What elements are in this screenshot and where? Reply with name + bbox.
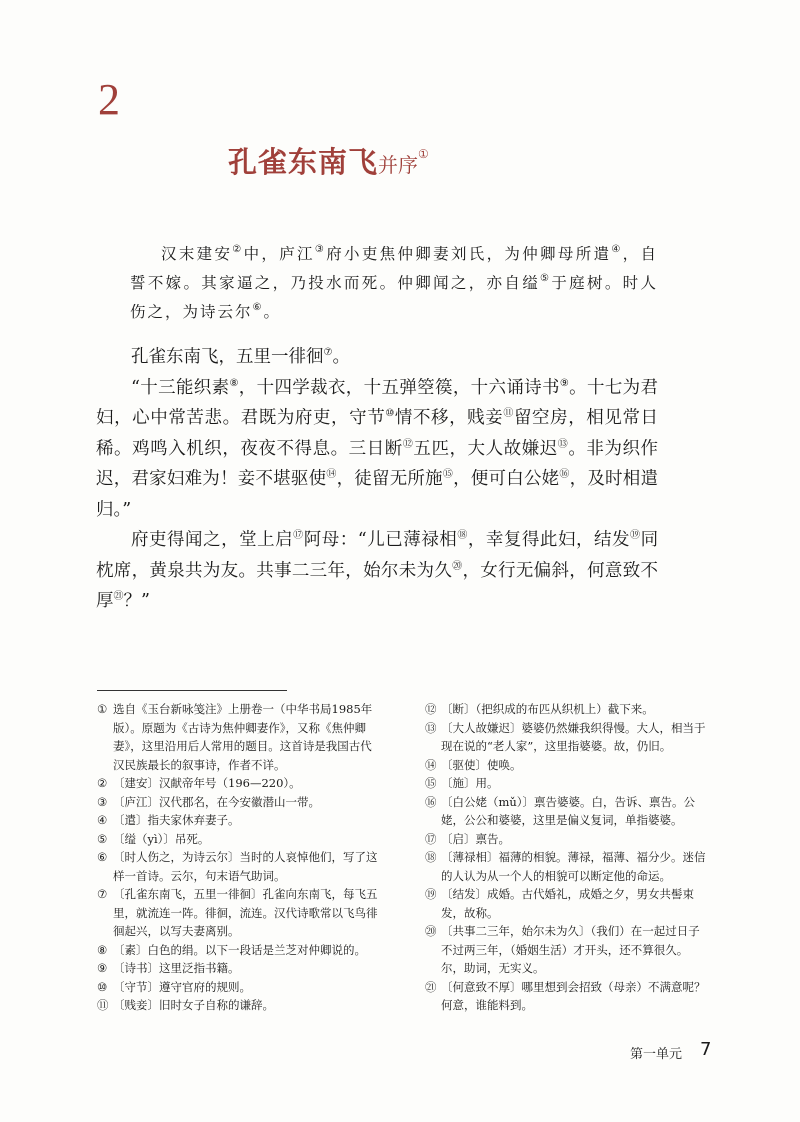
footnote-item: ⑩ 〔守节〕遵守官府的规则。 [97, 979, 251, 994]
footnote-item: ④ 〔遣〕指夫家休弃妻子。 [97, 813, 240, 827]
footnote-item: ② 〔建安〕汉献帝年号（196—220）。 [97, 776, 301, 790]
poem-line-1: 孔雀东南飞，五里一徘徊⑦。 [131, 347, 350, 367]
chapter-number: 2 [98, 75, 120, 124]
poem-paragraph-2: “十三能织素⑧，十四学裁衣，十五弹箜篌，十六诵诗书⑨。十七为君妇，心中常苦悲。君既为府吏，守节⑩情不移，贱妾⑪留空房，相见常日稀。鸡鸣入机织，夜夜不得息。三日断⑫五匹，大人故嫌迟⑬。非为织作迟，君家妇难为！妾不堪驱使⑭，徒留无所施⑮，便可白公姥⑯，及时相遣归。” [96, 377, 659, 520]
poem-paragraph-3: 府吏得闻之，堂上启⑰阿母：“儿已薄禄相⑱，幸复得此妇，结发⑲同枕席，黄泉共为友。共事二三年，始尔未为久⑳，女行无偏斜，何意致不厚$^㉑$？” [96, 530, 659, 611]
title-sub: 并序 [378, 153, 419, 177]
footnote-item: ⑭ 〔驱使〕使唤。 [425, 757, 522, 772]
footnote-item: ③ 〔庐江〕汉代郡名，在今安徽潜山一带。 [97, 794, 320, 809]
footnote-item: ⑧ 〔素〕白色的绢。以下一段话是兰芝对仲卿说的。 [97, 942, 366, 957]
footnote-item: ⑪ 〔贱妾〕旧时女子自称的谦辞。 [97, 998, 274, 1012]
footnote-item: ⑬ 〔大人故嫌迟〕婆婆仍然嫌我织得慢。大人，相当于现在说的“老人家”，这里指婆婆。故，仍旧。 [425, 720, 706, 753]
page-title [228, 140, 429, 181]
footnote-item: ⑥ 〔时人伤之，为诗云尔〕当时的人哀悼他们，写了这样一首诗。云尔，句末语气助词。 [97, 850, 378, 883]
unit-label: 第一单元 [630, 1047, 683, 1062]
title-note-ref: ① [418, 147, 429, 161]
footnotes-right [425, 700, 710, 1015]
footnotes-left [97, 700, 382, 1015]
footnote-item: ⑦ 〔孔雀东南飞，五里一徘徊〕孔雀向东南飞，每飞五里，就流连一阵。徘徊，流连。汉代诗歌常以飞鸟徘徊起兴，以写夫妻离别。 [97, 887, 378, 938]
title-main: 孔雀东南飞 [228, 145, 379, 179]
preface-paragraph: 汉末建安②中，庐江③府小吏焦仲卿妻刘氏，为仲卿母所遣④，自誓不嫁。其家逼之，乃投水而死。仲卿闻之，亦自缢⑤于庭树。时人伤之，为诗云尔⑥。 [130, 244, 658, 321]
poem-body [96, 342, 658, 617]
footnote-divider [97, 690, 287, 691]
footnote-item: ⑲ 〔结发〕成婚。古代婚礼，成婚之夕，男女共髻束发，故称。 [425, 887, 694, 920]
footnote-item: ① 选自《玉台新咏笺注》上册卷一（中华书局1985年版）。原题为《古诗为焦仲卿妻作》，又称《焦仲卿妻》，这里沿用后人常用的题目。这首诗是我国古代汉民族最长的叙事诗，作者不详。 [97, 702, 373, 772]
footnote-item: ㉑ 〔何意致不厚〕哪里想到会招致（母亲）不满意呢？何意，谁能料到。 [425, 979, 706, 1012]
footnote-item: ⑤ 〔缢（yì）〕吊死。 [97, 831, 210, 846]
footnote-item: ⑳ 〔共事二三年，始尔未为久〕（我们）在一起过日子不过两三年，（婚姻生活）才开头，还不算很久。尔，助词，无实义。 [425, 924, 700, 975]
footnote-item: ⑨ 〔诗书〕这里泛指书籍。 [97, 961, 240, 975]
page-number: 7 [700, 1039, 712, 1060]
footnote-item: ⑱ 〔薄禄相〕福薄的相貌。薄禄，福薄、福分少。迷信的人认为从一个人的相貌可以断定他的命运。 [425, 850, 706, 883]
footnote-item: ⑫ 〔断〕（把织成的布匹从织机上）截下来。 [425, 702, 654, 716]
footnote-item: ⑮ 〔施〕用。 [425, 776, 499, 790]
footnote-item: ⑰ 〔启〕禀告。 [425, 831, 510, 846]
footnote-item: ⑯ 〔白公姥（mǔ）〕禀告婆婆。白，告诉、禀告。公姥，公公和婆婆，这里是偏义复词，单指婆婆。 [425, 794, 696, 827]
